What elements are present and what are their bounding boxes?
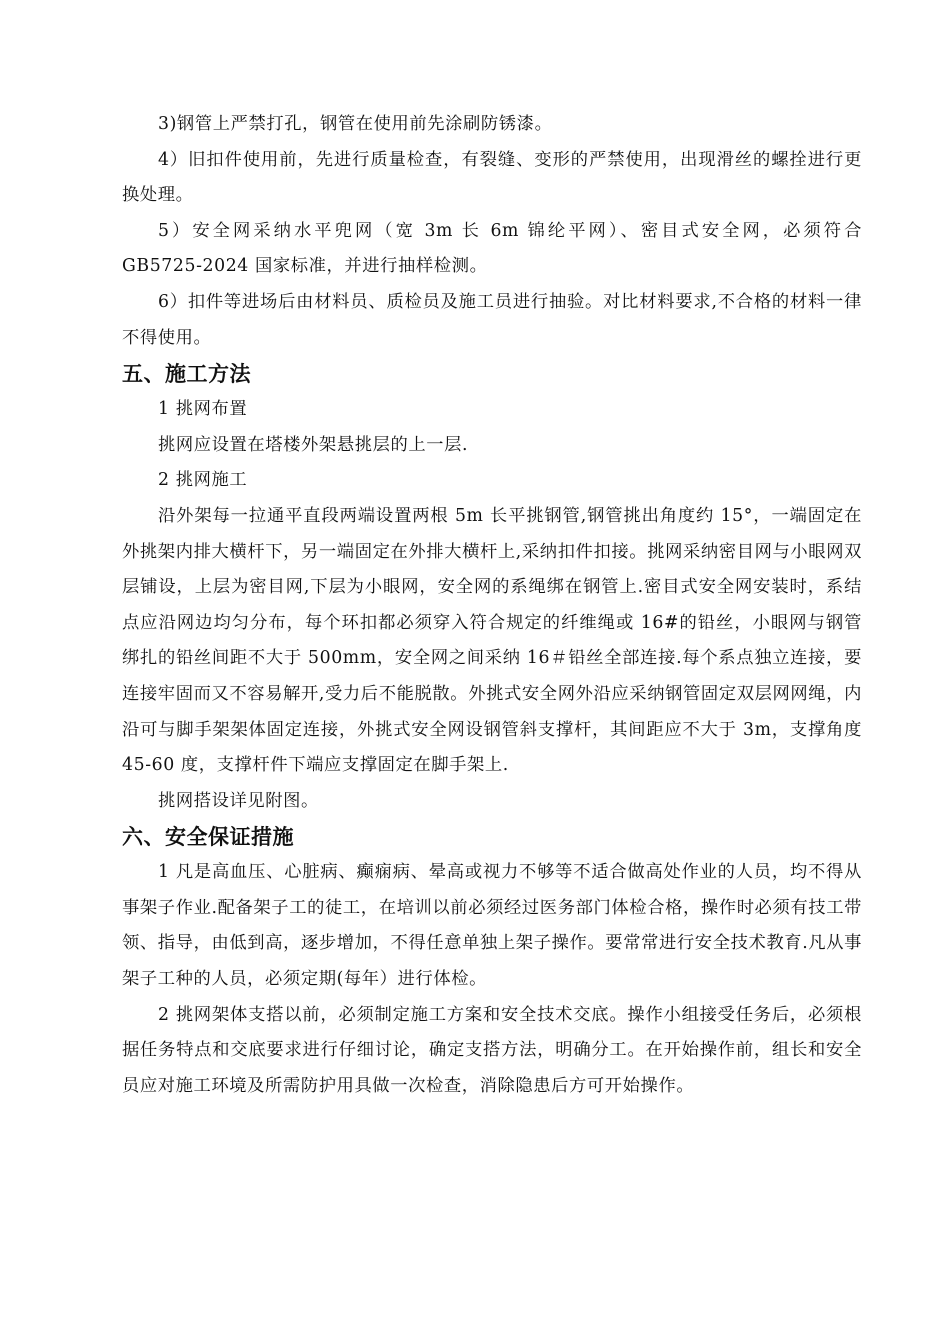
item-title-net-construction: 2 挑网施工 <box>158 470 248 491</box>
paragraph-net-layout: 挑网应设置在塔楼外架悬挑层的上一层. <box>158 434 469 455</box>
paragraph-old-fasteners: 4）旧扣件使用前，先进行质量检查，有裂缝、变形的严禁使用，出现滑丝的螺拴进行更换处理。 <box>122 149 862 206</box>
paragraph-safety-net: 5）安全网采纳水平兜网（宽 3m 长 6m 锦纶平网）、密目式安全网，必须符合 GB5725-2024 国家标准，并进行抽样检测。 <box>122 220 862 277</box>
section-heading-construction-method: 五、施工方法 <box>122 362 251 387</box>
paragraph-steel-pipe: 3)钢管上严禁打孔，钢管在使用前先涂刷防锈漆。 <box>158 114 553 134</box>
paragraph-inspection: 6）扣件等进场后由材料员、质检员及施工员进行抽验。对比材料要求,不合格的材料一律不得使用。 <box>122 291 862 348</box>
paragraph-erection-plan: 2 挑网架体支搭以前，必须制定施工方案和安全技术交底。操作小组接受任务后，必须根据任务特点和交底要求进行仔细讨论，确定支搭方法，明确分工。在开始操作前，组长和安全员应对施工环境及所需防护用具做一次检查，消除隐患后方可开始操作。 <box>122 1004 862 1096</box>
document-body <box>122 107 862 1104</box>
section-heading-safety-measures: 六、安全保证措施 <box>122 825 294 850</box>
paragraph-net-construction: 沿外架每一拉通平直段两端设置两根 5m 长平挑钢管,钢管挑出角度约 15°，一端固定在外挑架内排大横杆下，另一端固定在外排大横杆上,采纳扣件扣接。挑网采纳密目网与小眼网双层铺设，上层为密目网,下层为小眼网，安全网的系绳绑在钢管上.密目式安全网安装时，系结点应沿网边均匀分布，每个环扣都必须穿入符合规定的纤维绳或 16#的铅丝，小眼网与钢管绑扎的铅丝间距不大于 500mm，安全网之间采纳 16＃铅丝全部连接.每个系点独立连接，要连接牢固而又不容易解开,受力后不能脱散。外挑式安全网外沿应采纳钢管固定双层网网绳，内沿可与脚手架架体固定连接，外挑式安全网设钢管斜支撑杆，其间距应不大于 3m，支撑角度 45-60 度，支撑杆件下端应支撑固定在脚手架上. <box>122 505 862 776</box>
paragraph-worker-health: 1 凡是高血压、心脏病、癫痫病、晕高或视力不够等不适合做高处作业的人员，均不得从事架子作业.配备架子工的徒工，在培训以前必须经过医务部门体检合格，操作时必须有技工带领、指导，由低到高，逐步增加，不得任意单独上架子操作。要常常进行安全技术教育.凡从事架子工种的人员，必须定期(每年）进行体检。 <box>122 862 862 990</box>
paragraph-see-attached-drawing: 挑网搭设详见附图。 <box>158 790 319 811</box>
item-title-net-layout: 1 挑网布置 <box>158 399 248 420</box>
